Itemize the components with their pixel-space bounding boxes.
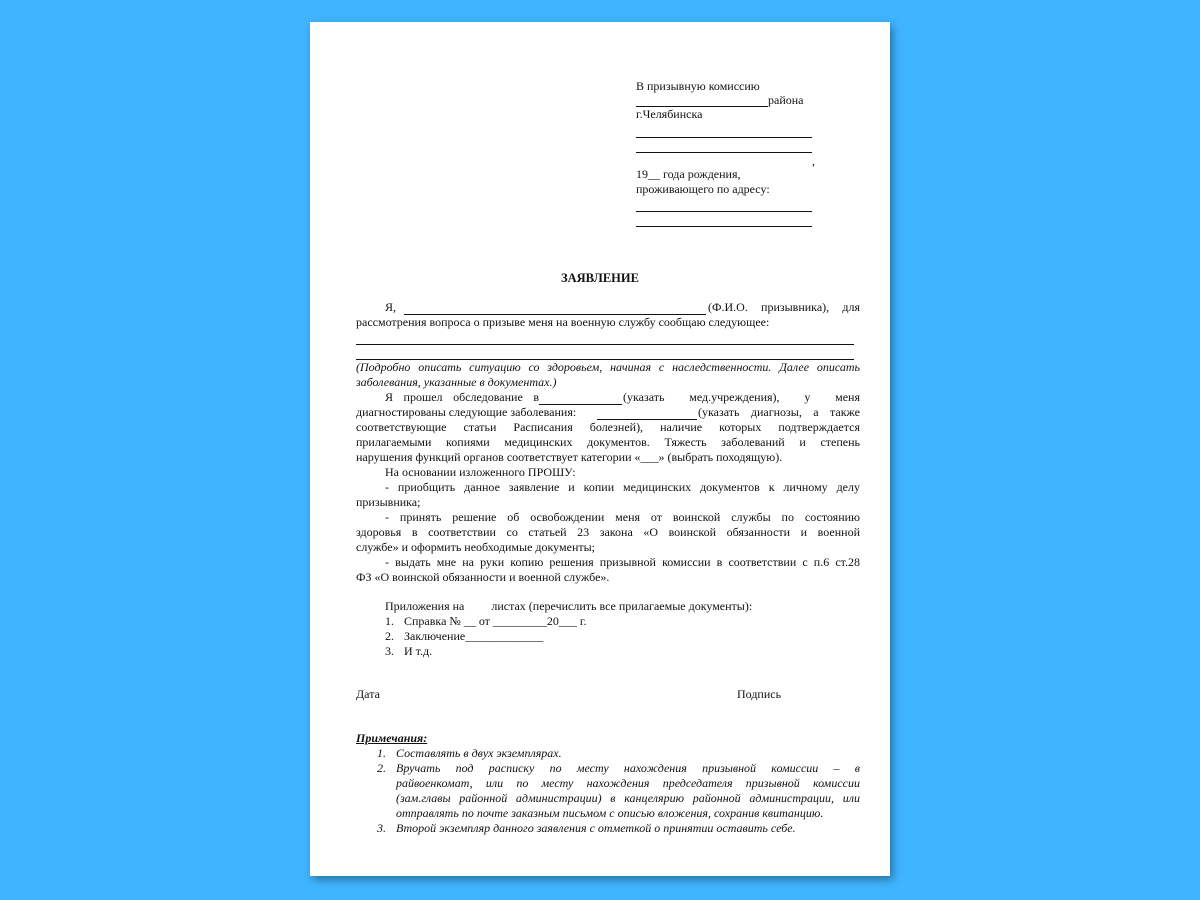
birth-year-label: 19__ года рождения, [636,167,741,181]
exam-line-1b: (указать мед.учреждения), у меня [623,390,860,404]
note-num-2: 2. [377,761,386,775]
note-1: Составлять в двух экземплярах. [396,746,562,760]
address-label: проживающего по адресу: [636,182,770,196]
request-item-2c: службе» и оформить необходимые документы; [356,540,596,554]
intro-ya: Я, [385,300,397,314]
note-3: Второй экземпляр данного заявления с отметкой о принятии оставить себе. [396,821,796,835]
intro-fio: (Ф.И.О. призывника), для [708,300,860,314]
address-blank-1 [636,211,812,212]
request-item-2b: здоровья в соответствии со статьей 23 закона «О воинской обязанности и военной [356,525,860,539]
exam-line-1a: Я прошел обследование в [385,390,539,404]
signature-label: Подпись [737,687,782,701]
comma: , [812,154,815,168]
date-label: Дата [356,687,380,701]
city-label: г.Челябинска [636,107,703,121]
exam-line-2a: диагностированы следующие заболевания: [356,405,577,419]
document-title: ЗАЯВЛЕНИЕ [561,271,639,285]
hint-line-2: заболевания, указанные в документах.) [356,375,557,389]
hint-line-1: (Подробно описать ситуацию со здоровьем, начиная с наследственности. Далее описать [356,360,860,374]
district-label: района [768,93,804,107]
note-2b: райвоенкомат, или по месту нахождения председателя призывной комиссии [396,776,860,790]
note-2d: отправлять по почте заказным письмом с описью вложения, сохранив квитанцию. [396,806,824,820]
notes-head: Примечания: [356,731,428,745]
request-item-2a: - принять решение об освобождении меня от воинской службы по состоянию [385,510,860,524]
attachments-head: Приложения на листах (перечислить все прилагаемые документы): [385,599,753,613]
attachment-num-2: 2. [385,629,394,643]
request-head: На основании изложенного ПРОШУ: [385,465,576,479]
intro-line-2: рассмотрения вопроса о призыве меня на военную службу сообщаю следующее: [356,315,770,329]
address-blank-2 [636,226,812,227]
note-2c: (зам.главы районной администрации) в канцелярию районной администрации, или [396,791,860,805]
name-blank-2 [636,152,812,153]
request-item-1a: - приобщить данное заявление и копии медицинских документов к личному делу [385,480,860,494]
attachment-num-1: 1. [385,614,394,628]
request-item-1b: призывника; [356,495,421,509]
request-item-3b: ФЗ «О воинской обязанности и военной службе». [356,570,610,584]
name-blank-1 [636,137,812,138]
exam-line-2b: (указать диагнозы, а также [698,405,860,419]
attachment-item-3: И т.д. [404,644,433,658]
exam-line-3: соответствующие статьи Расписания болезней), наличие которых подтверждается [356,420,860,434]
exam-line-5: нарушения функций органов соответствует категории «___» (выбрать походящую). [356,450,783,464]
attachment-item-2: Заключение_____________ [404,629,544,643]
attachment-num-3: 3. [385,644,394,658]
note-num-1: 1. [377,746,386,760]
exam-line-4: прилагаемыми копиями медицинских документов. Тяжесть заболеваний и степень [356,435,860,449]
request-item-3a: - выдать мне на руки копию решения призывной комиссии в соответствии с п.6 ст.28 [385,555,860,569]
description-line-1 [356,344,854,345]
recipient-commission: В призывную комиссию [636,79,760,93]
document-page [310,22,890,876]
attachment-item-1: Справка № __ от _________20___ г. [404,614,587,628]
note-2a: Вручать под расписку по месту нахождения призывной комиссии – в [396,761,860,775]
note-num-3: 3. [377,821,386,835]
